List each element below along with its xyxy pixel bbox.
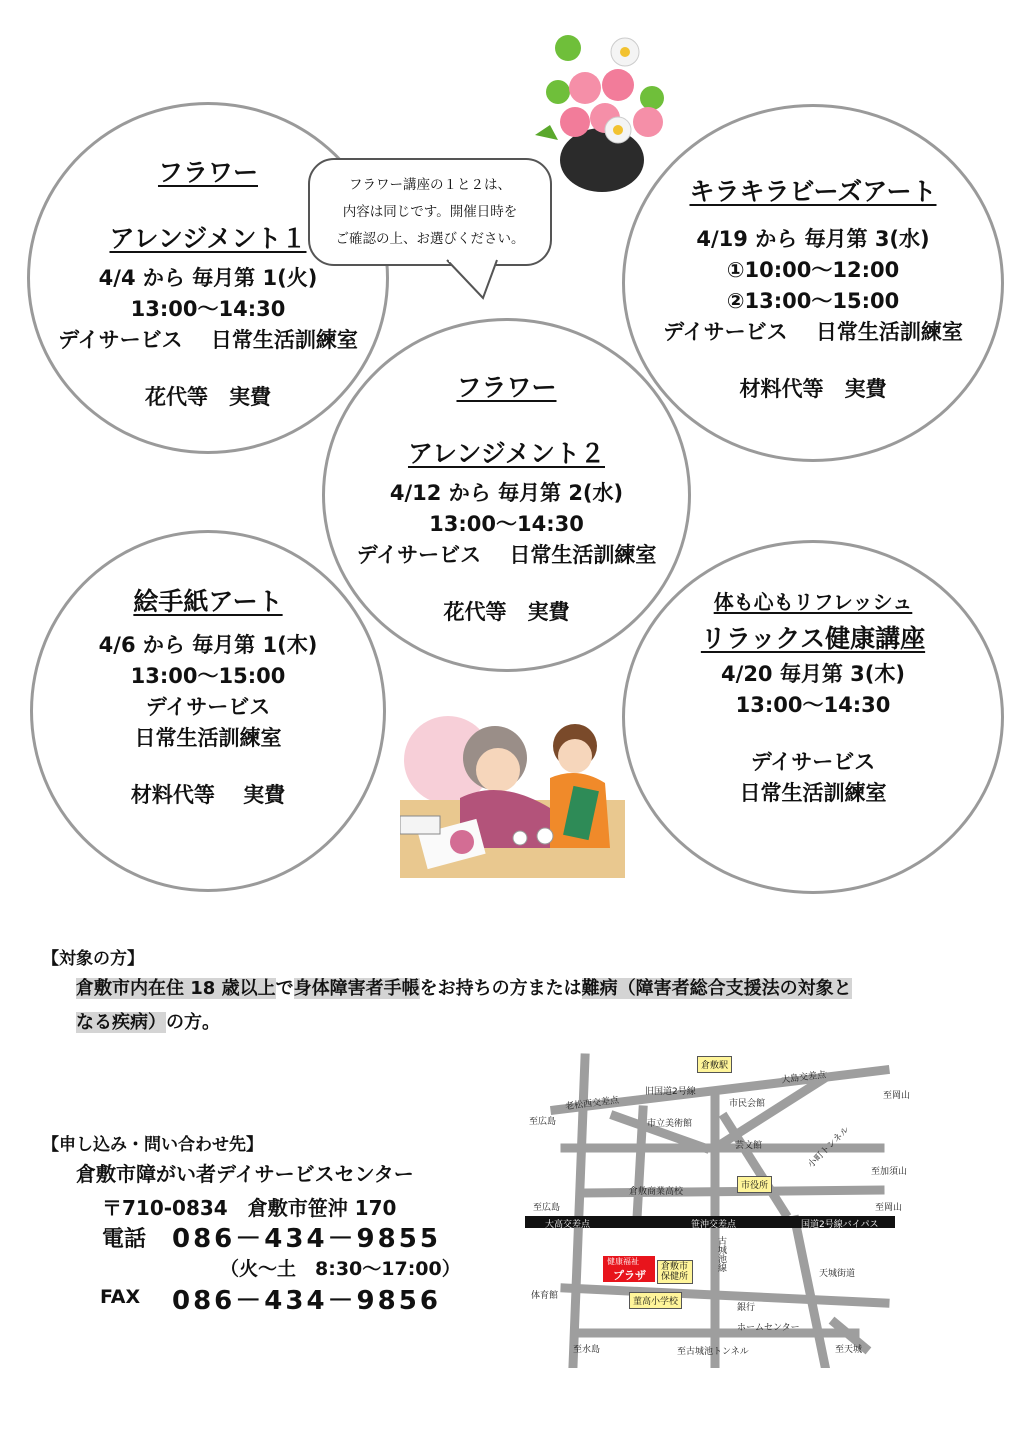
- map-to-kasuyama: 至加須山: [871, 1167, 908, 1177]
- map-oimatsu: 老松西交差点: [564, 1095, 620, 1113]
- time: 13:00～14:30: [130, 297, 286, 321]
- date: 4/20 毎月第 3(木): [721, 661, 905, 686]
- fee: 材料代等 実費: [739, 376, 887, 401]
- access-map: [525, 1048, 925, 1368]
- title: キラキラビーズアート: [689, 176, 937, 206]
- target-handbook: 身体障害者手帳: [293, 978, 420, 999]
- title-line1: フラワー: [456, 373, 557, 402]
- title: リラックス健康講座: [700, 623, 926, 653]
- map-to-okayama-1: 至岡山: [883, 1091, 911, 1101]
- contact-hours: （火～土 8:30～17:00）: [220, 1258, 461, 1280]
- circle-flower-arrangement-1: [27, 102, 389, 454]
- map-shigetaka-school: 菫高小学校: [629, 1292, 682, 1309]
- map-plaza-top: 健康福祉: [607, 1257, 639, 1266]
- map-old-route2: 旧国道2号線: [645, 1087, 696, 1097]
- map-to-mizushima: 至水島: [573, 1345, 601, 1355]
- painting-illustration: [400, 708, 625, 878]
- map-komachi-tunnel: 小町トンネル: [806, 1125, 852, 1171]
- bubble-line-2: 内容は同じです。開催日時を: [342, 203, 518, 220]
- contact-fax: 086－434－9856: [172, 1286, 441, 1316]
- map-to-amaki: 至天城: [835, 1345, 863, 1355]
- map-city-hall: 市役所: [737, 1176, 772, 1193]
- target-line-2: [76, 1006, 220, 1040]
- map-otaka: 大高交差点: [545, 1220, 591, 1230]
- subtitle: 体も心もリフレッシュ: [713, 589, 913, 614]
- time: 13:00～14:30: [735, 692, 891, 717]
- bubble-line-1: フラワー講座の１と２は、: [349, 176, 511, 193]
- map-civic-hall: 市民会館: [729, 1099, 766, 1109]
- date: 4/12 から 毎月第 2(水): [389, 481, 624, 505]
- title-line1: フラワー: [157, 158, 258, 187]
- time: 13:00～14:30: [429, 512, 584, 536]
- contact-org: 倉敷市障がい者デイサービスセンター: [76, 1162, 414, 1186]
- map-bypass: 国道2号線バイパス: [801, 1220, 879, 1230]
- flower-pot-illustration: [530, 30, 675, 195]
- circle-flower-arrangement-2: [322, 318, 691, 672]
- map-sasaoki: 笹沖交差点: [691, 1220, 737, 1230]
- map-oshima: 大島交差点: [780, 1070, 827, 1086]
- map-health-center: 倉敷市保健所: [657, 1260, 693, 1284]
- map-to-okayama-2: 至岡山: [875, 1203, 903, 1213]
- map-geibunkan: 芸文館: [735, 1141, 763, 1151]
- date: 4/4 から 毎月第 1(火): [98, 266, 318, 290]
- title-line2: アレンジメント１: [109, 224, 307, 253]
- place: デイサービス 日常生活訓練室: [356, 543, 657, 567]
- bubble-tail: [445, 258, 505, 300]
- map-kurashiki-station: 倉敷駅: [697, 1056, 732, 1073]
- target-line-1: [76, 972, 852, 1006]
- map-commercial-hs: 倉敷商業高校: [629, 1187, 684, 1197]
- map-tenjo-road: 天城街道: [819, 1269, 856, 1279]
- place-1: デイサービス: [145, 694, 271, 719]
- title: 絵手紙アート: [133, 586, 283, 616]
- note-speech-bubble: [308, 158, 552, 266]
- map-museum: 市立美術館: [647, 1119, 693, 1129]
- place: デイサービス 日常生活訓練室: [663, 319, 963, 344]
- date: 4/19 から 毎月第 3(水): [696, 226, 930, 251]
- bubble-line-3: ご確認の上、お選びください。: [335, 230, 525, 247]
- map-to-hiroshima-1: 至広島: [529, 1117, 557, 1127]
- contact-tel-label: 電話: [102, 1227, 147, 1252]
- place-1: デイサービス: [750, 749, 876, 774]
- target-heading: 【対象の方】: [42, 949, 144, 969]
- map-gym: 体育館: [531, 1291, 559, 1301]
- map-plaza-name: プラザ: [613, 1269, 646, 1282]
- circle-beads-art: [622, 104, 1004, 462]
- map-to-kojo-tunnel: 至古城池トンネル: [677, 1347, 749, 1357]
- fee: 花代等 実費: [145, 385, 271, 409]
- map-bank: 銀行: [737, 1303, 756, 1313]
- date: 4/6 から 毎月第 1(木): [98, 632, 318, 657]
- contact-fax-label: FAX: [100, 1286, 141, 1308]
- target-end: の方。: [166, 1012, 220, 1033]
- contact-heading: 【申し込み・問い合わせ先】: [42, 1135, 263, 1155]
- map-to-hiroshima-2: 至広島: [533, 1203, 561, 1213]
- target-disease: 難病（障害者総合支援法の対象と: [581, 978, 852, 999]
- contact-address: 〒710-0834 倉敷市笹沖 170: [102, 1196, 397, 1220]
- target-connector: で: [275, 978, 294, 999]
- circle-etegami-art: [30, 530, 386, 892]
- time: 13:00～15:00: [130, 663, 286, 688]
- place: デイサービス 日常生活訓練室: [58, 328, 358, 352]
- title-line2: アレンジメント２: [407, 439, 605, 468]
- fee: 花代等 実費: [443, 600, 570, 624]
- map-kojo-pond-line: 古城池線: [716, 1236, 726, 1272]
- target-text: をお持ちの方または: [419, 978, 582, 999]
- map-home-center: ホームセンター: [737, 1323, 800, 1333]
- time-1: ①10:00～12:00: [726, 257, 900, 282]
- circle-relax-health: [622, 540, 1004, 894]
- fee: 材料代等 実費: [130, 782, 286, 807]
- place-2: 日常生活訓練室: [739, 780, 887, 805]
- contact-tel: 086－434－9855: [172, 1224, 441, 1254]
- time-2: ②13:00～15:00: [726, 288, 900, 313]
- place-2: 日常生活訓練室: [134, 725, 282, 750]
- target-age: 倉敷市内在住 18 歳以上: [76, 978, 276, 999]
- target-disease-cont: なる疾病）: [76, 1012, 166, 1033]
